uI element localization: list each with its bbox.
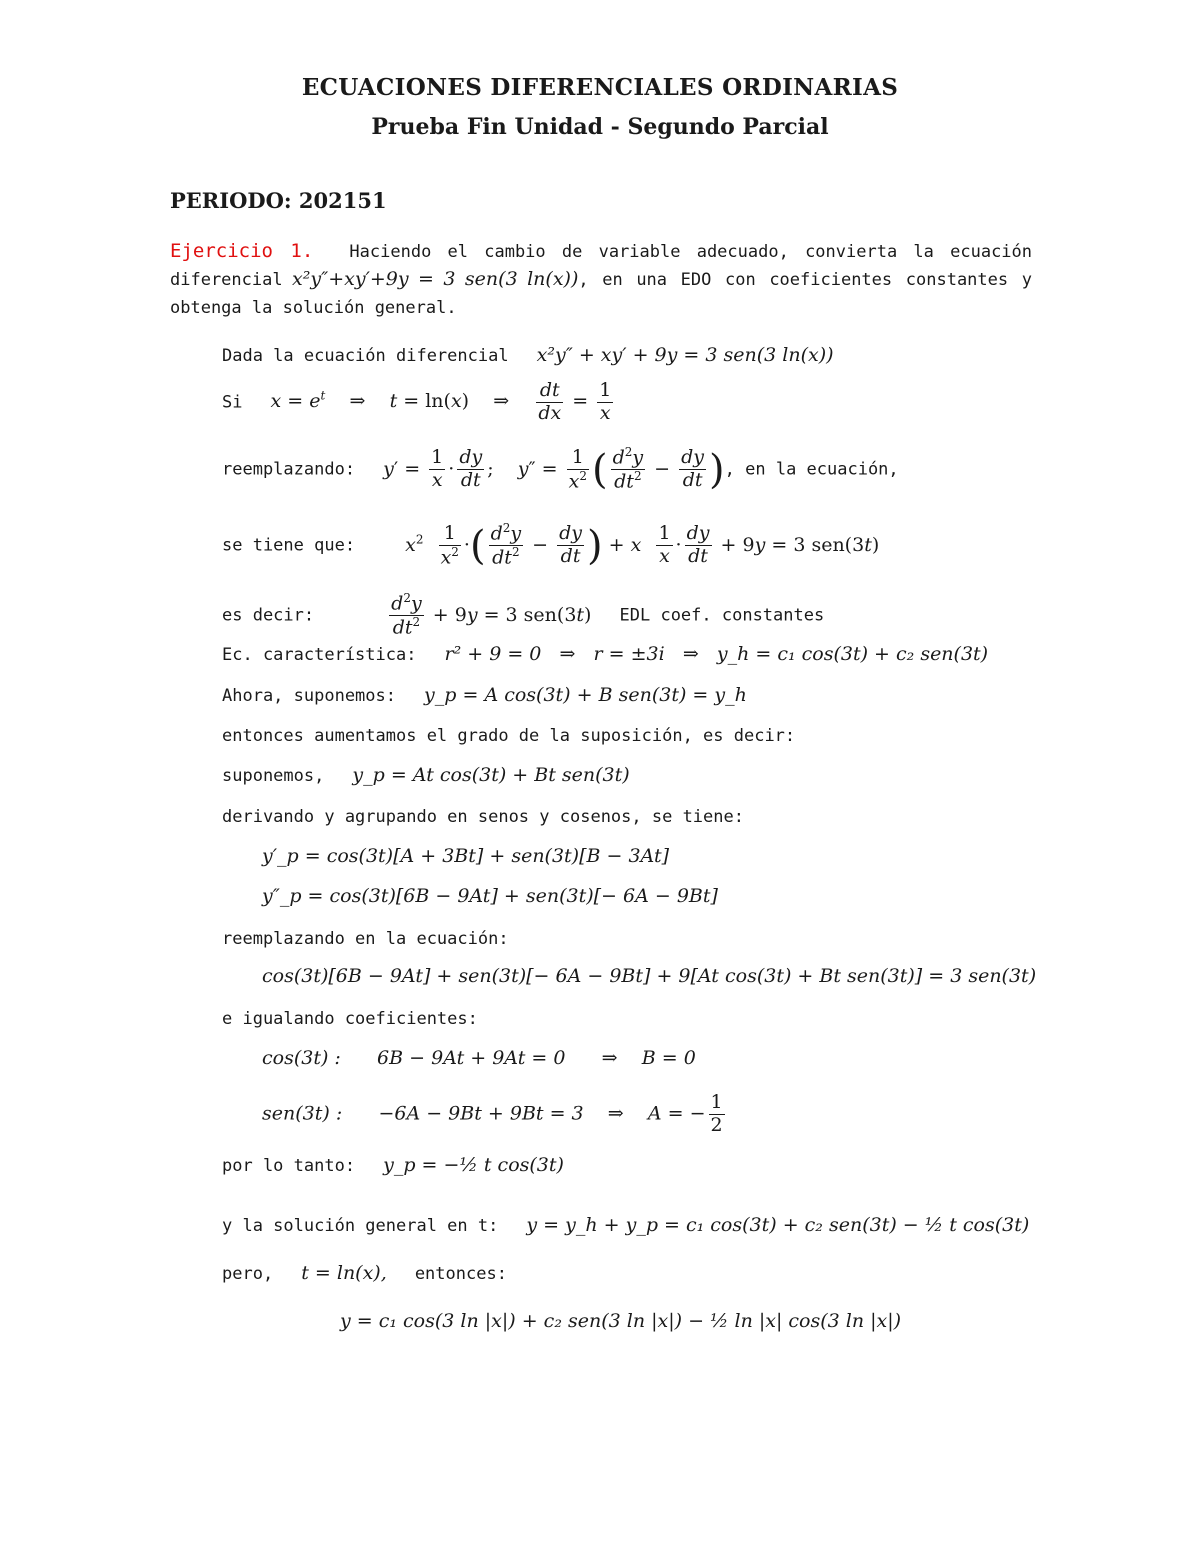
line-es-decir	[222, 592, 824, 639]
ec-car-equation: r² + 9 = 0 ⇒ r = ±3i ⇒ y_h = c₁ cos(3t) + c₂ sen(3t)	[444, 643, 989, 665]
pero-text: pero,	[222, 1264, 274, 1284]
substituted-equation: $x^2$ $\frac{1}{x^2}$ ·( $\frac{d^2y}{dt^2}$ − $\frac{dy}{dt}$ ) + x $\frac{1}{x}$ · $\frac{dy}{dt}$ + 9y = 3 sen(3t)	[405, 521, 880, 569]
line-entonces	[222, 722, 795, 749]
ec-car-text: Ec. característica:	[222, 645, 417, 665]
document-subtitle: Prueba Fin Unidad - Segundo Parcial	[371, 114, 829, 140]
yp1-equation: y′_p = cos(3t)[A + 3Bt] + sen(3t)[B − 3At]	[262, 845, 669, 867]
line-sol-general	[222, 1212, 1029, 1239]
line-coef-sen: sen(3t) : −6A − 9Bt + 9Bt = 3 ⇒ A = − $\frac{1}{2}$	[262, 1091, 723, 1136]
statement-part-a: Haciendo el cambio de variable adecuado, convierta la ecuación diferencial	[170, 242, 1033, 290]
problem-statement	[170, 238, 1032, 322]
statement-equation: x²y″+xy′+9y = 3 sen(3 ln(x))	[292, 268, 579, 290]
line-reemplazando	[222, 446, 899, 493]
line-derivando	[222, 803, 744, 830]
document-title: ECUACIONES DIFERENCIALES ORDINARIAS	[301, 74, 899, 101]
statement-part-b: , en una EDO con coeficientes constantes y obtenga la solución general.	[170, 270, 1032, 318]
line-dada	[222, 342, 834, 369]
entonces-text: entonces aumentamos el grado de la suposición, es decir:	[222, 726, 796, 746]
derivative-substitution: y′ = $\frac{1}{x}$ · $\frac{dy}{dt}$ ; y″ = $\frac{1}{x^2}$ ( $\frac{d^2y}{dt^2}$ − $\frac{dy}{dt}$ )	[383, 445, 725, 493]
line-igualando	[222, 1005, 478, 1032]
suponemos-text: suponemos,	[222, 766, 325, 786]
final-solution-equation: y = c₁ cos(3 ln |x|) + c₂ sen(3 ln |x|) − ½ ln |x| cos(3 ln |x|)	[340, 1310, 902, 1332]
ahora-text: Ahora, suponemos:	[222, 686, 396, 706]
reemplazando-text: reemplazando:	[222, 459, 356, 480]
sol-general-text: y la solución general en t:	[222, 1216, 499, 1236]
se-tiene-text: se tiene que:	[222, 535, 356, 556]
edl-equation: $\frac{d^2y}{dt^2}$ + 9y = 3 sen(3t)	[391, 591, 592, 639]
line-ahora	[222, 682, 747, 709]
pero-equation: t = ln(x),	[301, 1262, 387, 1284]
dada-text: Dada la ecuación diferencial	[222, 346, 509, 366]
line-coef-cos	[262, 1045, 696, 1071]
line-reemp-ec	[222, 925, 509, 952]
edl-text: EDL coef. constantes	[619, 605, 825, 626]
line-ec-car	[222, 641, 988, 668]
line-por-lo-tanto	[222, 1152, 564, 1179]
sol-general-equation: y = y_h + y_p = c₁ cos(3t) + c₂ sen(3t) − ½ t cos(3t)	[526, 1214, 1030, 1236]
reemp-ec-equation: cos(3t)[6B − 9At] + sen(3t)[− 6A − 9Bt] + 9[At cos(3t) + Bt sen(3t)] = 3 sen(3t)	[262, 965, 1037, 987]
line-suponemos	[222, 762, 630, 789]
suponemos-equation: y_p = At cos(3t) + Bt sen(3t)	[352, 764, 630, 786]
line-si	[222, 380, 616, 425]
entonces2-text: entonces:	[414, 1264, 507, 1284]
en-la-ecuacion-text: , en la ecuación,	[724, 459, 899, 480]
dada-equation: x²y″ + xy′ + 9y = 3 sen(3 ln(x))	[536, 344, 834, 366]
derivando-text: derivando y agrupando en senos y cosenos, se tiene:	[222, 807, 744, 827]
exercise-label: Ejercicio 1.	[170, 240, 314, 262]
si-text: Si	[222, 392, 243, 413]
line-final	[340, 1308, 901, 1334]
ahora-equation: y_p = A cos(3t) + B sen(3t) = y_h	[424, 684, 747, 706]
line-yp2	[262, 883, 718, 909]
coef-sen-equation: sen(3t) : −6A − 9Bt + 9Bt = 3 ⇒ A = −	[262, 1102, 706, 1125]
coef-cos-equation: cos(3t) : 6B − 9At + 9At = 0 ⇒ B = 0	[262, 1047, 696, 1069]
line-pero	[222, 1260, 507, 1287]
si-substitution: $x = e^t$ ⇒ t = ln(x) ⇒ $\frac{dt}{dx}$ = $\frac{1}{x}$	[270, 379, 612, 424]
yp-final-equation: y_p = −½ t cos(3t)	[383, 1154, 564, 1176]
line-se-tiene	[222, 522, 879, 569]
line-reemp-ec-eq	[262, 963, 1036, 989]
reemp-ec-text: reemplazando en la ecuación:	[222, 929, 509, 949]
igualando-text: e igualando coeficientes:	[222, 1009, 478, 1029]
por-lo-tanto-text: por lo tanto:	[222, 1156, 356, 1176]
periodo-label: PERIODO: 202151	[170, 188, 387, 213]
line-yp1	[262, 843, 669, 869]
es-decir-text: es decir:	[222, 605, 315, 626]
yp2-equation: y″_p = cos(3t)[6B − 9At] + sen(3t)[− 6A − 9Bt]	[262, 885, 718, 907]
